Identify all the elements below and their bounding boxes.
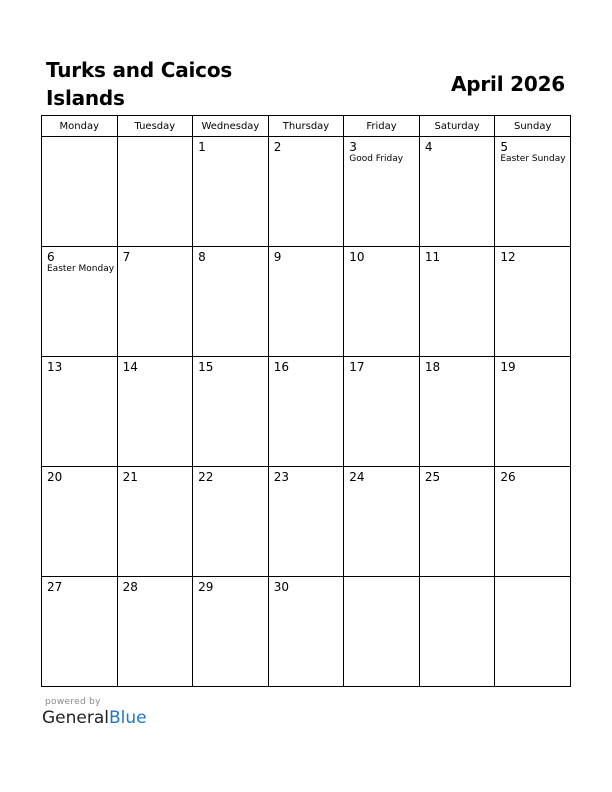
day-cell (42, 357, 118, 467)
day-number: 17 (349, 360, 365, 374)
day-cell (344, 137, 420, 247)
day-cell (42, 577, 118, 687)
day-cell (117, 247, 193, 357)
day-number: 3 (349, 140, 357, 154)
day-number: 9 (273, 250, 282, 264)
weekday-header: Friday (344, 116, 420, 137)
weekday-header: Sunday (495, 116, 571, 137)
weekday-header: Wednesday (193, 116, 269, 137)
day-cell (193, 577, 269, 687)
day-cell (268, 247, 344, 357)
day-number: 10 (349, 250, 365, 264)
day-cell (419, 137, 495, 247)
day-cell (419, 247, 495, 357)
day-number: 16 (273, 360, 289, 374)
day-number (344, 577, 419, 580)
weekday-header: Monday (42, 116, 118, 137)
day-number: 25 (424, 470, 441, 484)
month-year-title: April 2026 (451, 72, 565, 96)
day-number: 2 (273, 140, 282, 154)
day-number: 21 (122, 470, 138, 484)
day-number: 23 (273, 470, 289, 484)
day-number (495, 577, 570, 580)
holiday-label: Easter Monday (47, 264, 115, 274)
day-cell (344, 577, 420, 687)
day-cell (117, 137, 193, 247)
holiday-label: Good Friday (349, 154, 404, 164)
day-number: 26 (500, 470, 516, 484)
day-number (420, 577, 495, 580)
day-number: 15 (198, 360, 214, 374)
day-cell (193, 467, 269, 577)
day-number: 24 (349, 470, 365, 484)
day-number (42, 137, 117, 140)
weekday-header: Tuesday (117, 116, 193, 137)
generalblue-logo[interactable] (42, 707, 147, 729)
week-row (42, 577, 571, 687)
day-cell (117, 357, 193, 467)
day-number: 19 (500, 360, 516, 374)
powered-by-text: powered by (45, 697, 101, 707)
day-number: 27 (47, 580, 63, 594)
day-cell (193, 247, 269, 357)
day-cell (268, 137, 344, 247)
day-number: 30 (273, 580, 289, 594)
day-cell (344, 467, 420, 577)
holiday-label: Easter Sunday (500, 154, 566, 164)
week-row (42, 247, 571, 357)
week-row (42, 467, 571, 577)
day-cell (344, 247, 420, 357)
day-cell (268, 577, 344, 687)
day-number: 4 (424, 140, 433, 154)
day-cell (495, 137, 571, 247)
day-cell (495, 357, 571, 467)
day-number: 7 (122, 250, 131, 264)
day-cell (419, 467, 495, 577)
day-number: 6 (47, 250, 55, 264)
day-cell (344, 357, 420, 467)
day-number: 12 (500, 250, 516, 264)
day-number (118, 137, 193, 140)
day-cell (42, 247, 118, 357)
day-cell (268, 467, 344, 577)
day-cell (42, 467, 118, 577)
day-cell (495, 247, 571, 357)
day-number: 22 (198, 470, 214, 484)
day-number: 5 (500, 140, 509, 154)
brand-blue-text: Blue (109, 708, 147, 728)
day-number: 13 (47, 360, 63, 374)
weekday-header-row (42, 116, 571, 137)
day-cell (117, 577, 193, 687)
day-cell (42, 137, 118, 247)
day-cell (117, 467, 193, 577)
day-number: 28 (122, 580, 138, 594)
day-number: 11 (424, 250, 441, 264)
day-number: 29 (198, 580, 214, 594)
day-cell (419, 357, 495, 467)
calendar-grid (41, 115, 571, 687)
weekday-header: Saturday (419, 116, 495, 137)
day-number: 8 (198, 250, 206, 264)
week-row (42, 137, 571, 247)
day-number: 14 (122, 360, 138, 374)
day-number: 20 (47, 470, 63, 484)
week-row (42, 357, 571, 467)
day-number: 1 (198, 140, 206, 154)
day-cell (193, 137, 269, 247)
day-cell (495, 577, 571, 687)
day-cell (419, 577, 495, 687)
country-title: Turks and Caicos Islands (46, 58, 233, 110)
day-cell (495, 467, 571, 577)
weekday-header: Thursday (268, 116, 344, 137)
brand-general-text: General (42, 708, 109, 728)
day-number: 18 (424, 360, 441, 374)
day-cell (193, 357, 269, 467)
day-cell (268, 357, 344, 467)
